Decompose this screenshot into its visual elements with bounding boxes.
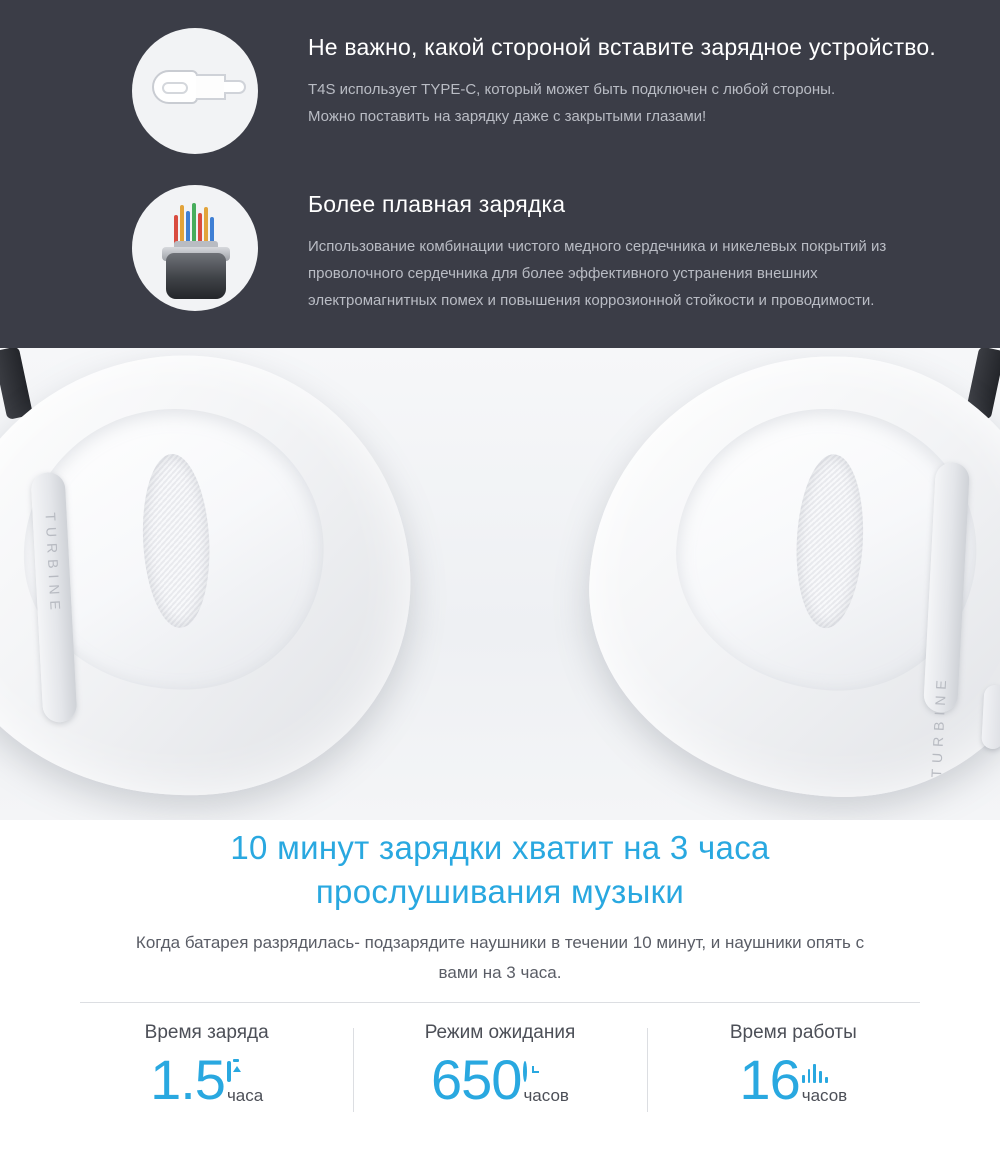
brand-label-right: TURBINE: [927, 673, 950, 778]
headphones-product-image: [0, 348, 1000, 820]
spec-strip: [60, 1020, 940, 1110]
spec-label: Режим ожидания: [424, 1022, 576, 1043]
charging-headline-block: [0, 826, 1000, 988]
spec-unit: часа: [226, 1086, 264, 1105]
spec-unit: часов: [801, 1086, 848, 1105]
brand-label-left: TURBINE: [42, 512, 64, 617]
feature-text-block: [308, 28, 936, 130]
spec-value: 16: [739, 1048, 800, 1111]
earcup-left: [0, 348, 421, 808]
spec-label: Время заряда: [144, 1022, 269, 1043]
feature-description: Использование комбинации чистого медного сердечника и никелевых покрытий из проволочного сердечника для более эффективного устранения внешних электромагнитных помех и повышения коррозионной стойкости и проводимости.: [308, 238, 887, 309]
clock-icon: [523, 1063, 569, 1085]
copper-wire-core-icon: [132, 185, 258, 311]
features-panel: [0, 0, 1000, 348]
feature-item-smooth-charging: [132, 185, 972, 314]
spec-charge-time: [60, 1020, 353, 1110]
earcup-right: [579, 348, 1000, 808]
battery-charging-icon: [227, 1063, 263, 1085]
headband-left: [0, 348, 33, 420]
spec-standby-time: [353, 1020, 646, 1110]
feature-item-type-c: [132, 28, 972, 154]
feature-text-block: [308, 185, 888, 314]
mesh-grille-right: [792, 452, 867, 630]
control-button-nub: [981, 684, 1000, 749]
mesh-grille-left: [139, 452, 214, 630]
spec-play-time: [647, 1020, 940, 1110]
spec-divider: [80, 1002, 920, 1003]
subheadline: Когда батарея разрядилась- подзарядите наушники в течении 10 минут, и наушники опять с вами на 3 часа.: [135, 933, 865, 982]
feature-description: T4S использует TYPE-C, который может быть подключен с любой стороны. Можно поставить на зарядку даже с закрытыми глазами!: [308, 81, 836, 125]
headline: 10 минут зарядки хватит на 3 часа прослушивания музыки: [230, 829, 770, 910]
sound-bars-icon: [802, 1063, 848, 1085]
usb-type-c-connector-icon: [132, 28, 258, 154]
spec-unit: часов: [523, 1086, 569, 1105]
spec-label: Время работы: [729, 1022, 857, 1043]
spec-value: 650: [431, 1048, 522, 1111]
spec-value: 1.5: [150, 1048, 225, 1111]
feature-title: Не важно, какой стороной вставите зарядное устройство.: [308, 34, 936, 60]
feature-title: Более плавная зарядка: [308, 191, 566, 217]
